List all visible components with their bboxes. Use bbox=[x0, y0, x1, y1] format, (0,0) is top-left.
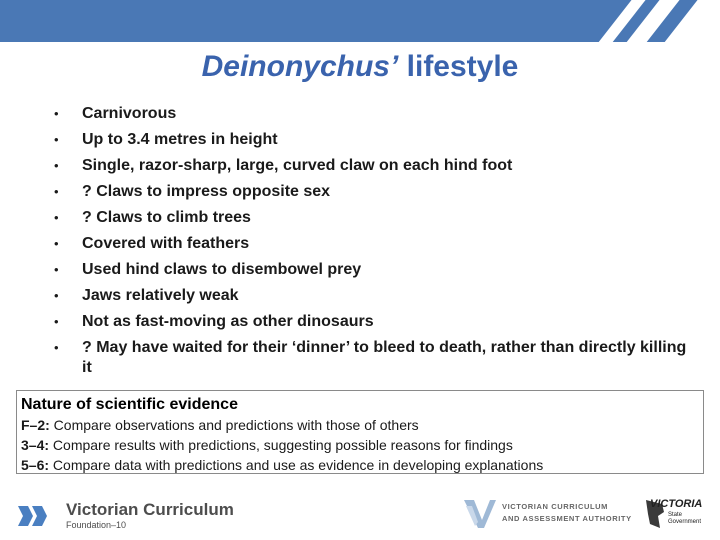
evidence-level bbox=[21, 435, 699, 455]
evidence-box bbox=[16, 390, 704, 474]
evidence-heading: Nature of scientific evidence bbox=[21, 396, 238, 413]
bullet-text: Jaws relatively weak bbox=[82, 287, 239, 304]
level-text: Compare results with predictions, suggesting possible reasons for findings bbox=[49, 437, 513, 453]
title-rest: lifestyle bbox=[398, 50, 519, 83]
top-banner bbox=[0, 0, 720, 42]
bullet-text: Covered with feathers bbox=[82, 235, 250, 252]
slide-title bbox=[0, 50, 720, 84]
level-text: Compare data with predictions and use as evidence in developing explanations bbox=[49, 457, 544, 473]
bullet-item bbox=[52, 156, 692, 176]
bullet-item bbox=[52, 234, 692, 254]
bullet-dot: • bbox=[54, 132, 59, 147]
victoria-government-logo bbox=[644, 494, 716, 534]
bullet-item bbox=[52, 182, 692, 202]
lifestyle-bullet-list bbox=[52, 104, 692, 384]
vc-name: Victorian Curriculum bbox=[66, 500, 234, 519]
bullet-dot: • bbox=[54, 106, 59, 121]
bullet-dot: • bbox=[54, 340, 59, 355]
bullet-dot: • bbox=[54, 158, 59, 173]
bullet-item bbox=[52, 260, 692, 280]
level-code: 3–4: bbox=[21, 437, 50, 453]
bullet-item bbox=[52, 208, 692, 228]
bullet-item bbox=[52, 312, 692, 332]
bullet-item bbox=[52, 130, 692, 150]
victorian-curriculum-logo bbox=[18, 494, 258, 534]
bullet-item bbox=[52, 338, 692, 378]
evidence-level bbox=[21, 455, 699, 475]
bullet-text: ? Claws to climb trees bbox=[82, 209, 251, 226]
bullet-item bbox=[52, 104, 692, 124]
title-species: Deinonychus’ bbox=[201, 50, 399, 83]
bullet-dot: • bbox=[54, 314, 59, 329]
bullet-text: Carnivorous bbox=[82, 105, 177, 122]
vic-name: VICTORIA bbox=[650, 498, 703, 510]
footer bbox=[0, 488, 720, 540]
bullet-item bbox=[52, 286, 692, 306]
bullet-dot: • bbox=[54, 288, 59, 303]
bullet-dot: • bbox=[54, 184, 59, 199]
vic-sub: State Government bbox=[668, 512, 702, 525]
bullet-text: Not as fast-moving as other dinosaurs bbox=[82, 313, 374, 330]
vcaa-line1: VICTORIAN CURRICULUM bbox=[502, 502, 609, 511]
vcaa-logo bbox=[462, 496, 632, 530]
bullet-dot: • bbox=[54, 210, 59, 225]
bullet-dot: • bbox=[54, 262, 59, 277]
bullet-dot: • bbox=[54, 236, 59, 251]
bullet-text: ? May have waited for their ‘dinner’ to bleed to death, rather than directly killing it bbox=[82, 339, 687, 376]
vc-arrow-icon bbox=[18, 504, 48, 528]
bullet-text: Single, razor-sharp, large, curved claw on each hind foot bbox=[82, 157, 513, 174]
level-code: F–2: bbox=[21, 417, 50, 433]
bullet-text: ? Claws to impress opposite sex bbox=[82, 183, 331, 200]
bullet-text: Used hind claws to disembowel prey bbox=[82, 261, 362, 278]
evidence-level bbox=[21, 415, 699, 435]
bullet-text: Up to 3.4 metres in height bbox=[82, 131, 278, 148]
vc-sub: Foundation–10 bbox=[66, 520, 127, 530]
level-code: 5–6: bbox=[21, 457, 50, 473]
level-text: Compare observations and predictions with those of others bbox=[49, 417, 419, 433]
vcaa-mark-icon bbox=[462, 496, 498, 530]
vcaa-line2: AND ASSESSMENT AUTHORITY bbox=[502, 514, 632, 523]
